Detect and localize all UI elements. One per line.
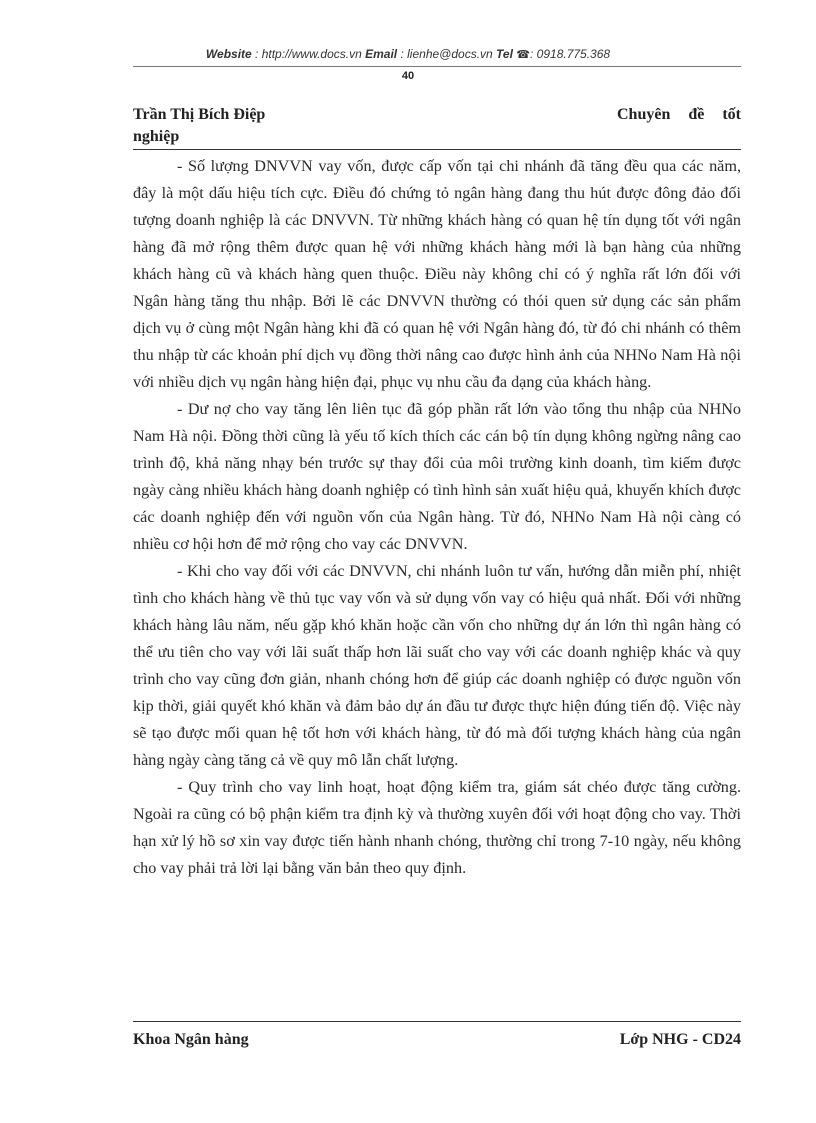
tel-label: Tel <box>496 47 513 61</box>
email-address[interactable]: : lienhe@docs.vn <box>400 47 493 61</box>
page-number: 40 <box>401 70 415 82</box>
author-name: Trần Thị Bích Điệp <box>133 106 266 123</box>
paragraph: - Khi cho vay đối với các DNVVN, chi nhánh luôn tư vấn, hướng dẫn miễn phí, nhiệt tình cho khách hàng về thủ tục vay vốn và sử dụng vốn vay có hiệu quả nhất. Đối với những khách hàng lâu năm, nếu gặp khó khăn hoặc cần vốn cho những dự án lớn thì ngân hàng có thể ưu tiên cho vay với lãi suất thấp hơn lãi suất cho vay với các doanh nghiệp khác và quy trình cho vay cũng đơn giản, nhanh chóng hơn để giúp các doanh nghiệp có được nguồn vốn kịp thời, giải quyết khó khăn và đảm bảo dự án đầu tư được thực hiện đúng tiến độ. Việc này sẽ tạo được mối quan hệ tốt hơn với khách hàng, từ đó mà đối tượng khách hàng của ngân hàng ngày càng tăng cả về quy mô lẫn chất lượng. <box>133 562 741 769</box>
footer-divider <box>133 1021 741 1022</box>
paragraph: - Dư nợ cho vay tăng lên liên tục đã góp phần rất lớn vào tổng thu nhập của NHNo Nam Hà nội. Đồng thời cũng là yếu tố kích thích các cán bộ tín dụng không ngừng nâng cao trình độ, khả năng nhạy bén trước sự thay đổi của môi trường kinh doanh, tìm kiếm được ngày càng nhiều khách hàng doanh nghiệp có tình hình sản xuất hiệu quả, khuyến khích được các doanh nghiệp đến với nguồn vốn của Ngân hàng. Từ đó, NHNo Nam Hà nội càng có nhiều cơ hội hơn để mở rộng cho vay các DNVVN. <box>133 400 741 553</box>
site-header <box>0 47 816 61</box>
tel-number: : 0918.775.368 <box>530 47 611 61</box>
website-label: Website <box>205 47 252 61</box>
faculty-name: Khoa Ngân hàng <box>133 1031 249 1048</box>
class-code: Lớp NHG - CD24 <box>619 1031 741 1048</box>
website-url[interactable]: : http://www.docs.vn <box>255 47 362 61</box>
email-label: Email <box>365 47 398 61</box>
paragraph: - Số lượng DNVVN vay vốn, được cấp vốn tại chi nhánh đã tăng đều qua các năm, đây là một dấu hiệu tích cực. Điều đó chứng tỏ ngân hàng đang thu hút được đông đảo đối tượng doanh nghiệp là các DNVVN. Từ những khách hàng có quan hệ tín dụng tốt với ngân hàng đã mở rộng thêm được quan hệ với những khách hàng mới là bạn hàng của những khách hàng cũ và khách hàng quen thuộc. Điều này không chỉ có ý nghĩa rất lớn đối với Ngân hàng tăng thu nhập. Bởi lẽ các DNVVN thường có thói quen sử dụng các sản phẩm dịch vụ ở cùng một Ngân hàng khi đã có quan hệ với Ngân hàng đó, từ đó chi nhánh có thêm thu nhập từ các khoản phí dịch vụ đồng thời nâng cao được hình ảnh của NHNo Nam Hà nội với nhiều dịch vụ ngân hàng hiện đại, phục vụ nhu cầu đa dạng của khách hàng. <box>133 157 741 391</box>
phone-icon: ☎ <box>516 49 530 61</box>
document-body <box>133 153 741 882</box>
thesis-type-continued: nghiệp <box>133 128 180 145</box>
paragraph: - Quy trình cho vay linh hoạt, hoạt động kiểm tra, giám sát chéo được tăng cường. Ngoài ra cũng có bộ phận kiểm tra định kỳ và thường xuyên đối với hoạt động cho vay. Thời hạn xử lý hồ sơ xin vay được tiến hành nhanh chóng, thường chỉ trong 7-10 ngày, nếu không cho vay phải trả lời lại bằng văn bản theo quy định. <box>133 778 741 877</box>
header-divider <box>133 66 741 67</box>
thesis-type: Chuyên đề tốt <box>616 106 741 123</box>
heading-divider <box>133 149 741 150</box>
